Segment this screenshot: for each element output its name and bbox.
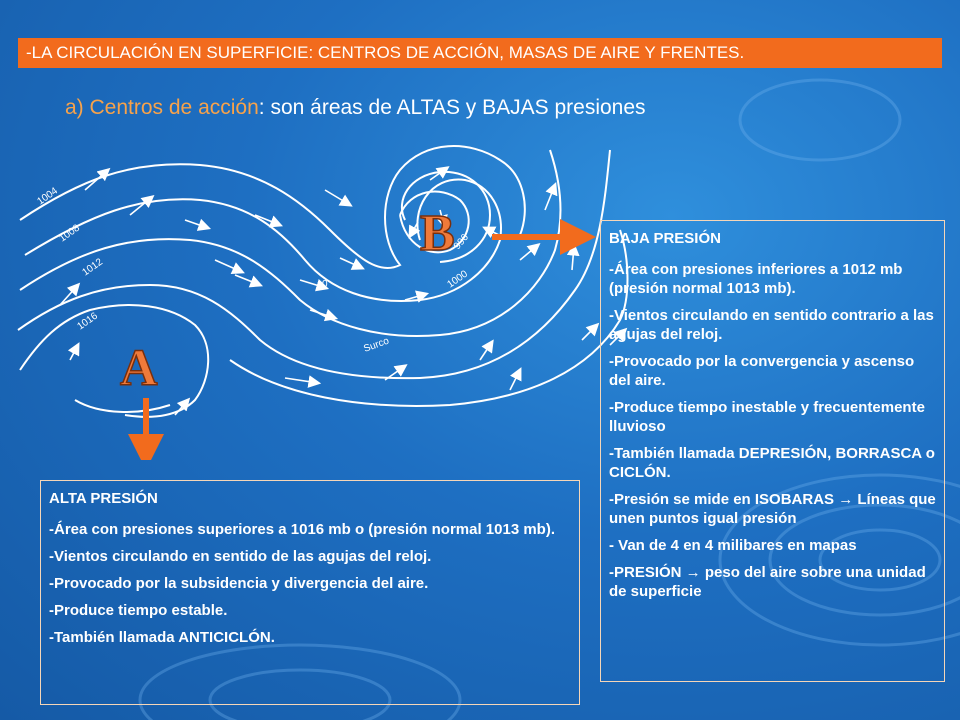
high-pressure-box <box>40 480 580 705</box>
subtitle-rest: : son áreas de ALTAS y BAJAS presiones <box>258 96 646 119</box>
low-pressure-item: -Presión se mide en ISOBARAS → Líneas que unen puntos igual presión <box>609 491 936 527</box>
low-pressure-item: -Área con presiones inferiores a 1012 mb (presión normal 1013 mb). <box>609 261 903 297</box>
low-pressure-item: -PRESIÓN → peso del aire sobre una unidad de superficie <box>609 564 926 600</box>
low-pressure-item: -Vientos circulando en sentido contrario a las agujas del reloj. <box>609 307 934 343</box>
low-pressure-letter: B <box>420 205 455 262</box>
section-subtitle <box>65 96 646 120</box>
low-pressure-box <box>600 220 945 682</box>
isobar-label-996: 996 <box>451 232 472 252</box>
low-pressure-item: - Van de 4 en 4 milibares en mapas <box>609 537 857 554</box>
isobar-label-1004: 1004 <box>35 185 60 208</box>
subtitle-highlight: a) Centros de acción <box>65 96 259 119</box>
isobar-label-1008: 1008 <box>57 222 82 245</box>
isobar-label-1000: 1000 <box>445 268 470 291</box>
high-pressure-letter: A <box>120 340 158 397</box>
surco-label: Surco <box>362 335 391 355</box>
slide-title: -LA CIRCULACIÓN EN SUPERFICIE: CENTROS DE ACCIÓN, MASAS DE AIRE Y FRENTES. <box>18 38 942 68</box>
isobar-label-0: 0 <box>322 279 328 290</box>
low-pressure-heading: BAJA PRESIÓN <box>609 230 721 247</box>
high-pressure-item: -Provocado por la subsidencia y divergencia del aire. <box>49 575 429 592</box>
low-pressure-item: -Provocado por la convergencia y ascenso del aire. <box>609 353 915 389</box>
high-pressure-item: -Produce tiempo estable. <box>49 602 228 619</box>
high-pressure-item: -Vientos circulando en sentido de las agujas del reloj. <box>49 548 432 565</box>
high-pressure-item: -También llamada ANTICICLÓN. <box>49 629 275 646</box>
low-pressure-item: -Produce tiempo inestable y frecuentemente lluvioso <box>609 399 925 435</box>
isobar-label-1016: 1016 <box>75 310 100 333</box>
high-pressure-item: -Área con presiones superiores a 1016 mb o (presión normal 1013 mb). <box>49 521 556 538</box>
isobar-label-1012: 1012 <box>80 256 105 279</box>
high-pressure-heading: ALTA PRESIÓN <box>49 490 158 507</box>
low-pressure-item: -También llamada DEPRESIÓN, BORRASCA o CICLÓN. <box>609 445 935 481</box>
